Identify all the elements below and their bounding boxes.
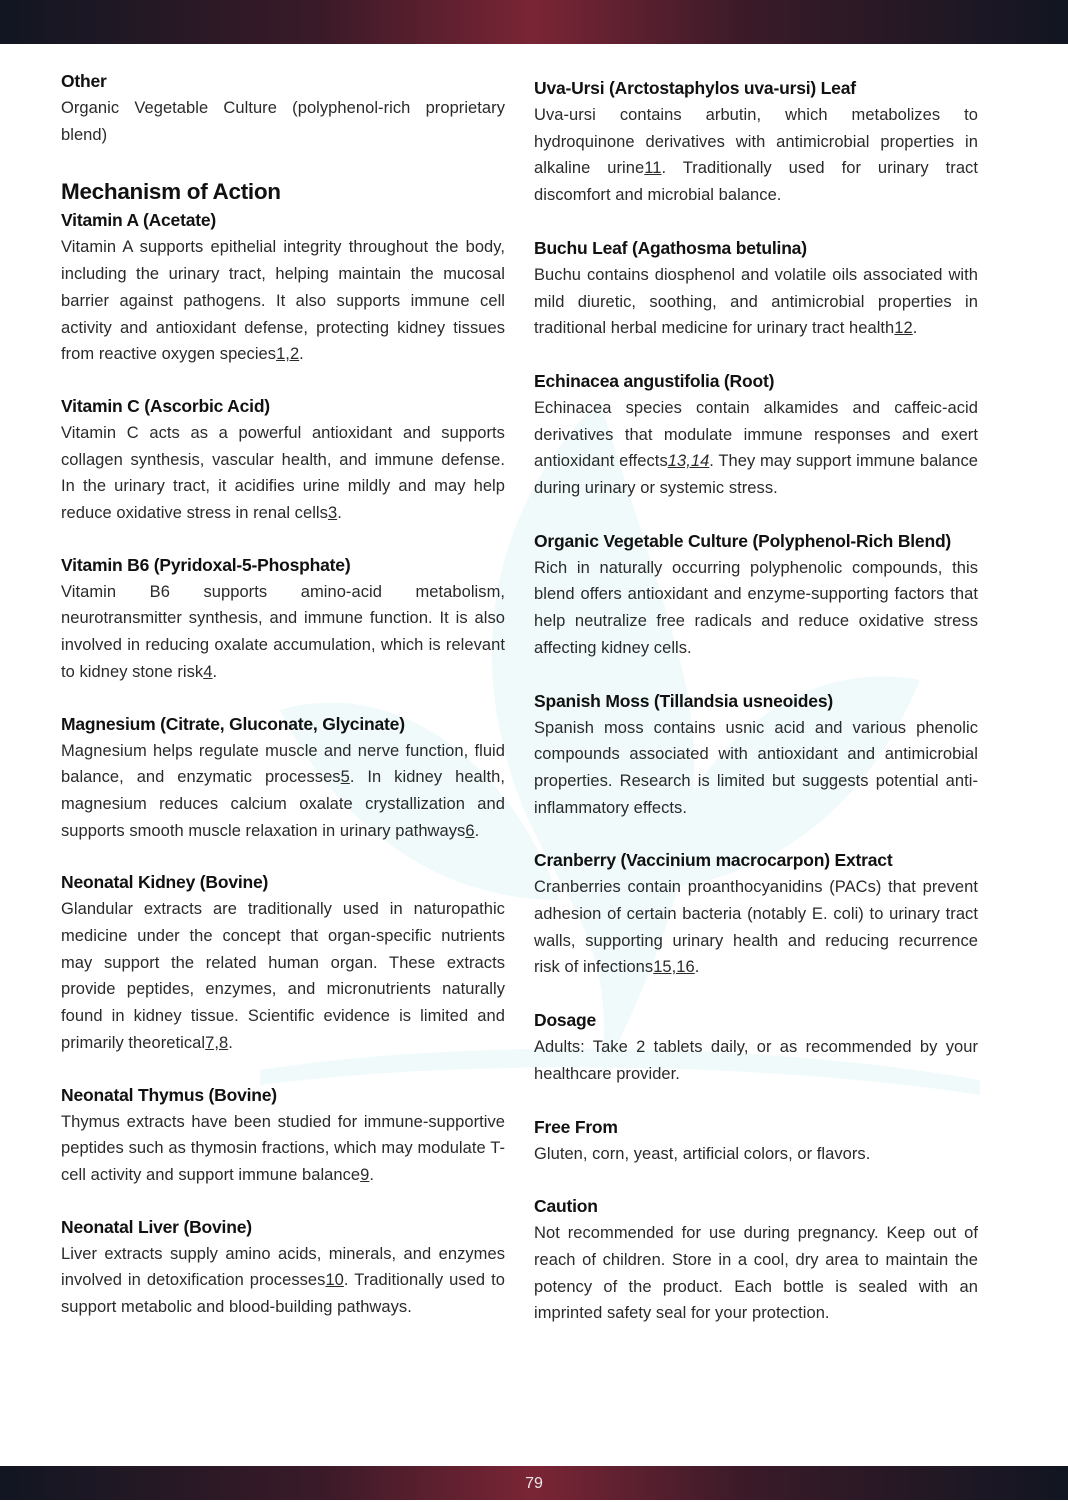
spanish-moss-heading: Spanish Moss (Tillandsia usneoides): [534, 690, 833, 711]
magnesium-heading: Magnesium (Citrate, Gluconate, Glycinate): [61, 713, 405, 734]
echinacea-text: Echinacea species contain alkamides and caffeic-acid derivatives that modulate immune responses and exert antioxidant effects13,14. They may support immune balance during urinary or systemic stress.: [534, 398, 978, 498]
vitamin-c-text: Vitamin C acts as a powerful antioxidant and supports collagen synthesis, vascular health, and immune defense. In the urinary tract, it acidifies urine mildly and may help reduce oxidative stress in renal cells3.: [61, 423, 505, 523]
vitamin-a-heading: Vitamin A (Acetate): [61, 210, 217, 231]
neonatal-thymus-heading: Neonatal Thymus (Bovine): [61, 1084, 277, 1105]
cranberry-heading: Cranberry (Vaccinium macrocarpon) Extract: [534, 850, 893, 871]
reference-link[interactable]: 9: [360, 1165, 370, 1184]
neonatal-liver-text: Liver extracts supply amino acids, minerals, and enzymes involved in detoxification processes10. Traditionally used to support metabolic and blood-building pathways.: [61, 1244, 505, 1317]
dosage-text: Adults: Take 2 tablets daily, or as recommended by your healthcare provider.: [534, 1038, 978, 1083]
other-text: Organic Vegetable Culture (polyphenol-rich proprietary blend): [61, 99, 505, 144]
neonatal-kidney-text: Glandular extracts are traditionally used in naturopathic medicine under the concept that organ-specific nutrients may support the related human organ. These extracts provide peptides, enzymes, and micronutrients naturally found in kidney tissue. Scientific evidence is limited and primarily theoretical7,8.: [61, 900, 505, 1052]
echinacea-heading: Echinacea angustifolia (Root): [534, 370, 775, 391]
vitamin-b6-heading: Vitamin B6 (Pyridoxal-5-Phosphate): [61, 554, 351, 575]
reference-link[interactable]: 13,14: [667, 452, 710, 471]
neonatal-thymus-text: Thymus extracts have been studied for immune-supportive peptides such as thymosin fractions, which may modulate T-cell activity and support immune balance9.: [61, 1112, 505, 1184]
right-column: [534, 75, 978, 1327]
other-heading: Other: [61, 71, 107, 91]
left-column: [61, 68, 505, 1321]
reference-link[interactable]: 6: [465, 821, 475, 840]
reference-link[interactable]: 3: [327, 504, 338, 523]
reference-link[interactable]: 15,16: [653, 958, 695, 977]
reference-link[interactable]: 1,2: [276, 345, 300, 364]
cranberry-text: Cranberries contain proanthocyanidins (PACs) that prevent adhesion of certain bacteria (notably E. coli) to urinary tract walls, supporting urinary health and reducing recurrence risk of infections15,16.: [534, 878, 978, 977]
spanish-moss-text: Spanish moss contains usnic acid and various phenolic compounds associated with antioxidant and antimicrobial properties. Research is limited but suggests potential anti-inflammatory effects.: [534, 718, 978, 817]
reference-link[interactable]: 11: [644, 159, 662, 178]
reference-link[interactable]: 7,8: [205, 1033, 229, 1052]
buchu-heading: Buchu Leaf (Agathosma betulina): [534, 237, 807, 258]
vegetable-culture-heading: Organic Vegetable Culture (Polyphenol-Rich Blend): [534, 530, 952, 551]
vitamin-a-text: Vitamin A supports epithelial integrity throughout the body, including the urinary tract, helping maintain the mucosal barrier against pathogens. It also supports immune cell activity and antioxidant defense, protecting kidney tissues from reactive oxygen species1,2.: [61, 238, 505, 364]
uva-ursi-heading: Uva-Ursi (Arctostaphylos uva-ursi) Leaf: [534, 78, 856, 98]
neonatal-liver-heading: Neonatal Liver (Bovine): [61, 1216, 252, 1237]
free-from-text: Gluten, corn, yeast, artificial colors, or flavors.: [534, 1144, 871, 1163]
neonatal-kidney-heading: Neonatal Kidney (Bovine): [61, 872, 269, 893]
reference-link[interactable]: 10: [325, 1271, 344, 1290]
mechanism-of-action-title: Mechanism of Action: [61, 179, 281, 205]
vitamin-c-heading: Vitamin C (Ascorbic Acid): [61, 395, 270, 416]
reference-link[interactable]: 12: [894, 319, 913, 338]
free-from-heading: Free From: [534, 1116, 618, 1137]
magnesium-text: Magnesium helps regulate muscle and nerve function, fluid balance, and enzymatic processes5. In kidney health, magnesium reduces calcium oxalate crystallization and supports smooth muscle relaxation in urinary pathways6.: [61, 741, 505, 840]
vegetable-culture-text: Rich in naturally occurring polyphenolic compounds, this blend offers antioxidant and enzyme-supporting factors that help neutralize free radicals and reduce oxidative stress affecting kidney cells.: [534, 558, 978, 657]
vitamin-b6-text: Vitamin B6 supports amino-acid metabolism, neurotransmitter synthesis, and immune function. It is also involved in reducing oxalate accumulation, which is relevant to kidney stone risk4.: [61, 582, 505, 681]
reference-link[interactable]: 5: [340, 768, 350, 787]
caution-heading: Caution: [534, 1196, 598, 1217]
reference-link[interactable]: 4: [203, 662, 213, 681]
header-bar: [0, 0, 1068, 44]
buchu-text: Buchu contains diosphenol and volatile oils associated with mild diuretic, soothing, and antimicrobial properties in traditional herbal medicine for urinary tract health12.: [534, 265, 978, 338]
caution-text: Not recommended for use during pregnancy. Keep out of reach of children. Store in a cool, dry area to maintain the potency of the product. Each bottle is sealed with an imprinted safety seal for your protection.: [534, 1224, 978, 1323]
dosage-heading: Dosage: [534, 1010, 597, 1031]
page-number: 79: [525, 1475, 543, 1492]
uva-ursi-text: Uva-ursi contains arbutin, which metabolizes to hydroquinone derivatives with antimicrobial properties in alkaline urine11. Traditionally used for urinary tract discomfort and microbial balance.: [534, 106, 978, 205]
